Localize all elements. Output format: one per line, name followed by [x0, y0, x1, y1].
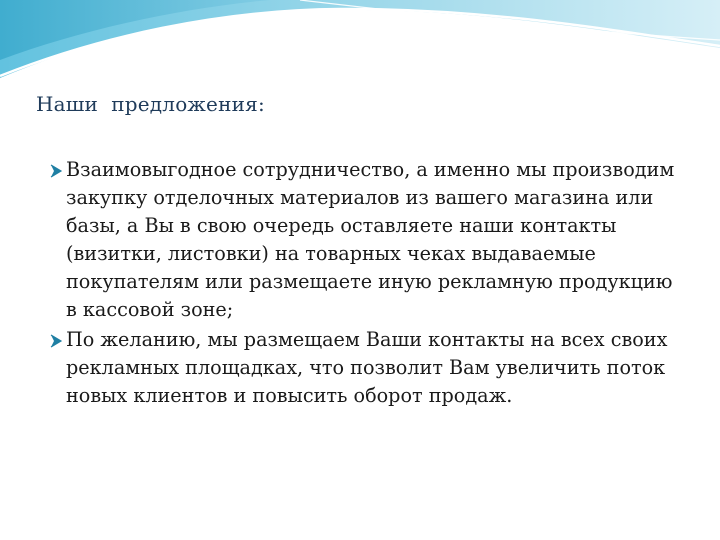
bullet-item-2: [48, 326, 678, 410]
bullet-text-1: Взаимовыгодное сотрудничество, а именно мы производим закупку отделочных материалов из вашего магазина или базы, а Вы в свою очередь оставляете наши контакты (визитки, листовки) на товарных чеках выдаваемые покупателям или размещаете иную рекламную продукцию в кассовой зоне;: [66, 158, 675, 321]
bullet-item-1: [48, 156, 678, 324]
slide-title: Наши предложения:: [36, 92, 265, 116]
header-wave-decoration: [0, 0, 720, 90]
arrowhead-bullet-icon: [48, 163, 64, 179]
bullet-list: [48, 156, 678, 410]
bullet-text-2: По желанию, мы размещаем Ваши контакты на всех своих рекламных площадках, что позволит Вам увеличить поток новых клиентов и повысить оборот продаж.: [66, 328, 668, 407]
arrowhead-bullet-icon: [48, 333, 64, 349]
